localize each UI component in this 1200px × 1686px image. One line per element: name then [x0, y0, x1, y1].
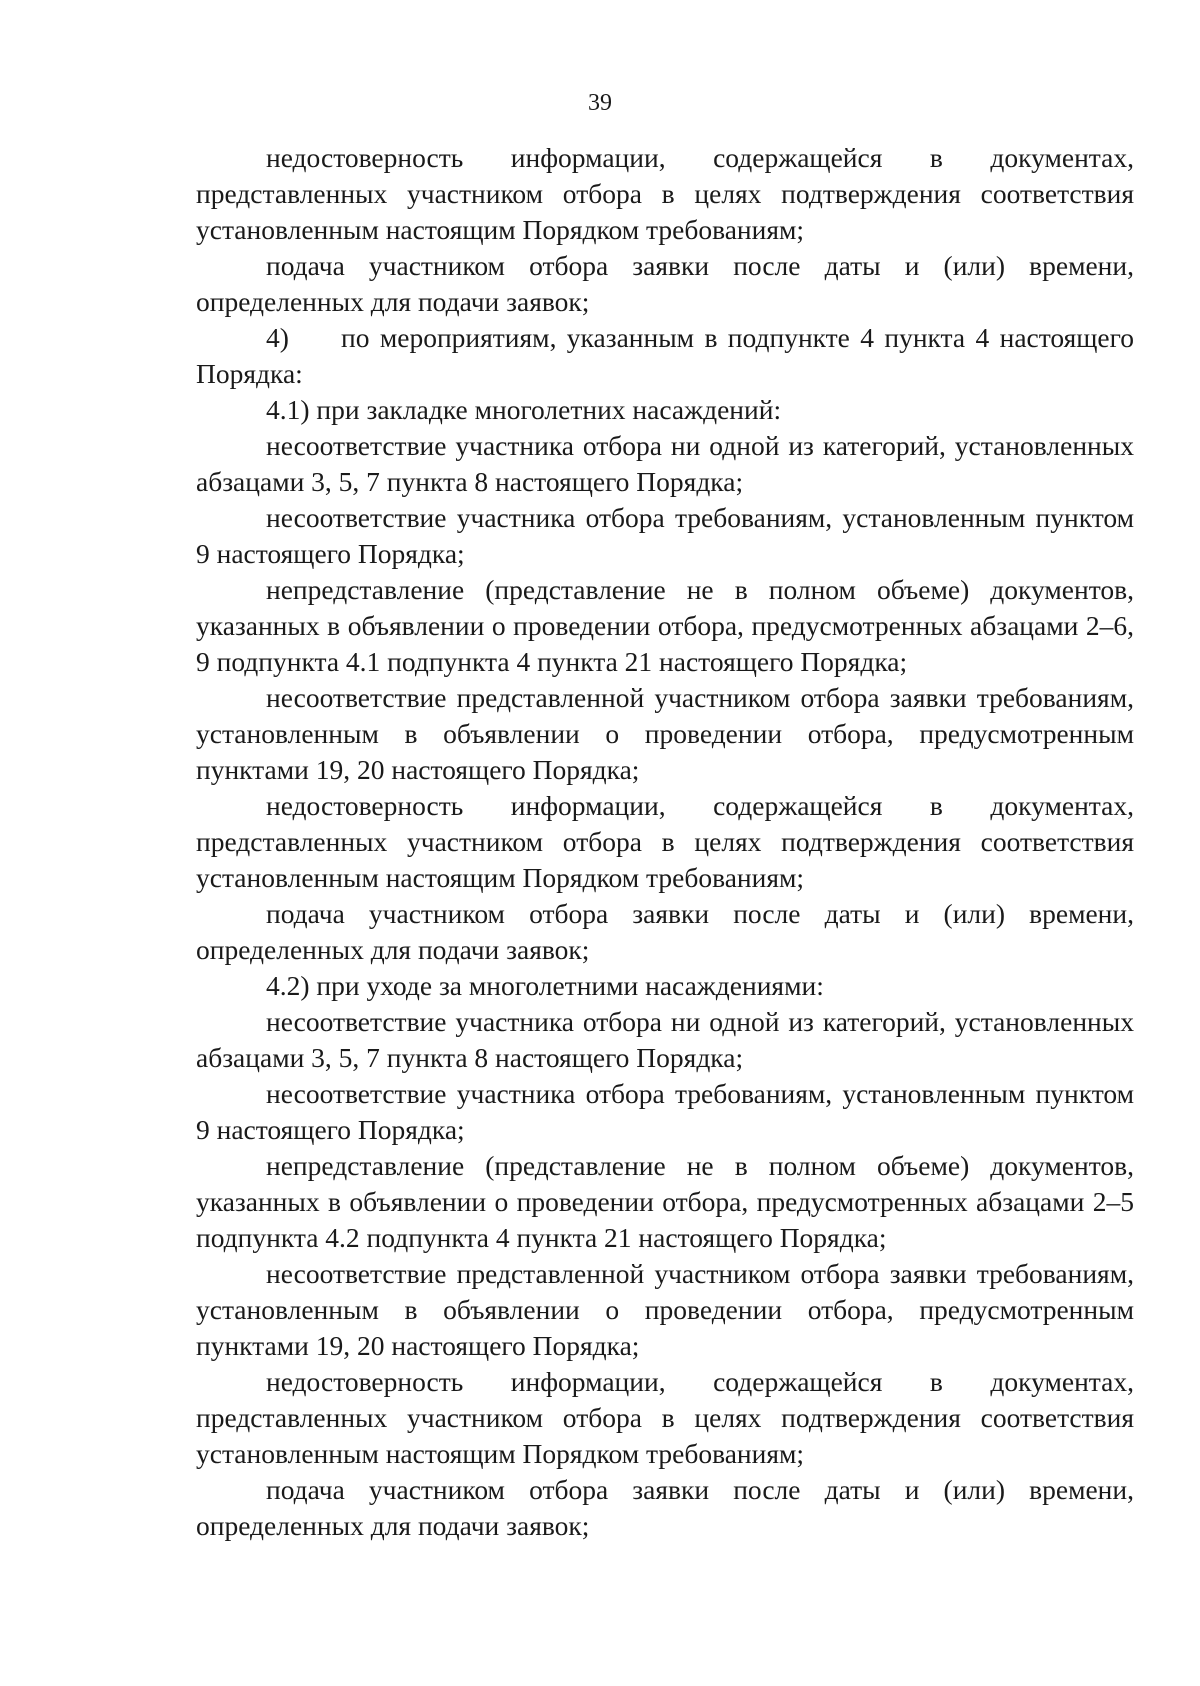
paragraph: подача участником отбора заявки после даты и (или) времени, определенных для подачи заявок;	[196, 898, 1134, 965]
item-text: по мероприятиям, указанным в подпункте 4 пункта 4 настоящего Порядка:	[196, 322, 1134, 389]
numbered-paragraph	[196, 320, 1134, 392]
paragraph: подача участником отбора заявки после даты и (или) времени, определенных для подачи заявок;	[196, 1474, 1134, 1541]
paragraph: несоответствие участника отбора требованиям, установленным пунктом 9 настоящего Порядка;	[196, 1078, 1134, 1145]
item-number: 4)	[266, 322, 289, 353]
paragraph: несоответствие участника отбора ни одной из категорий, установленных абзацами 3, 5, 7 пункта 8 настоящего Порядка;	[196, 1006, 1134, 1073]
paragraph: недостоверность информации, содержащейся в документах, представленных участником отбора в целях подтверждения соответствия установленным настоящим Порядком требованиям;	[196, 790, 1134, 893]
paragraph: недостоверность информации, содержащейся в документах, представленных участником отбора в целях подтверждения соответствия установленным настоящим Порядком требованиям;	[196, 142, 1134, 245]
paragraph: недостоверность информации, содержащейся в документах, представленных участником отбора в целях подтверждения соответствия установленным настоящим Порядком требованиям;	[196, 1366, 1134, 1469]
paragraph: непредставление (представление не в полном объеме) документов, указанных в объявлении о проведении отбора, предусмотренных абзацами 2–6, 9 подпункта 4.1 подпункта 4 пункта 21 настоящего Порядка;	[196, 574, 1134, 677]
paragraph: несоответствие участника отбора ни одной из категорий, установленных абзацами 3, 5, 7 пункта 8 настоящего Порядка;	[196, 430, 1134, 497]
paragraph: непредставление (представление не в полном объеме) документов, указанных в объявлении о проведении отбора, предусмотренных абзацами 2–5 подпункта 4.2 подпункта 4 пункта 21 настоящего Порядка;	[196, 1150, 1134, 1253]
paragraph: несоответствие представленной участником отбора заявки требованиям, установленным в объявлении о проведении отбора, предусмотренным пунктами 19, 20 настоящего Порядка;	[196, 1258, 1134, 1361]
subsection-heading: 4.1) при закладке многолетних насаждений:	[266, 394, 782, 425]
page-number: 39	[588, 90, 612, 116]
paragraph: несоответствие представленной участником отбора заявки требованиям, установленным в объявлении о проведении отбора, предусмотренным пунктами 19, 20 настоящего Порядка;	[196, 682, 1134, 785]
paragraph: подача участником отбора заявки после даты и (или) времени, определенных для подачи заявок;	[196, 250, 1134, 317]
document-text	[196, 140, 1134, 1544]
paragraph: несоответствие участника отбора требованиям, установленным пунктом 9 настоящего Порядка;	[196, 502, 1134, 569]
subsection-heading: 4.2) при уходе за многолетними насаждениями:	[266, 970, 824, 1001]
